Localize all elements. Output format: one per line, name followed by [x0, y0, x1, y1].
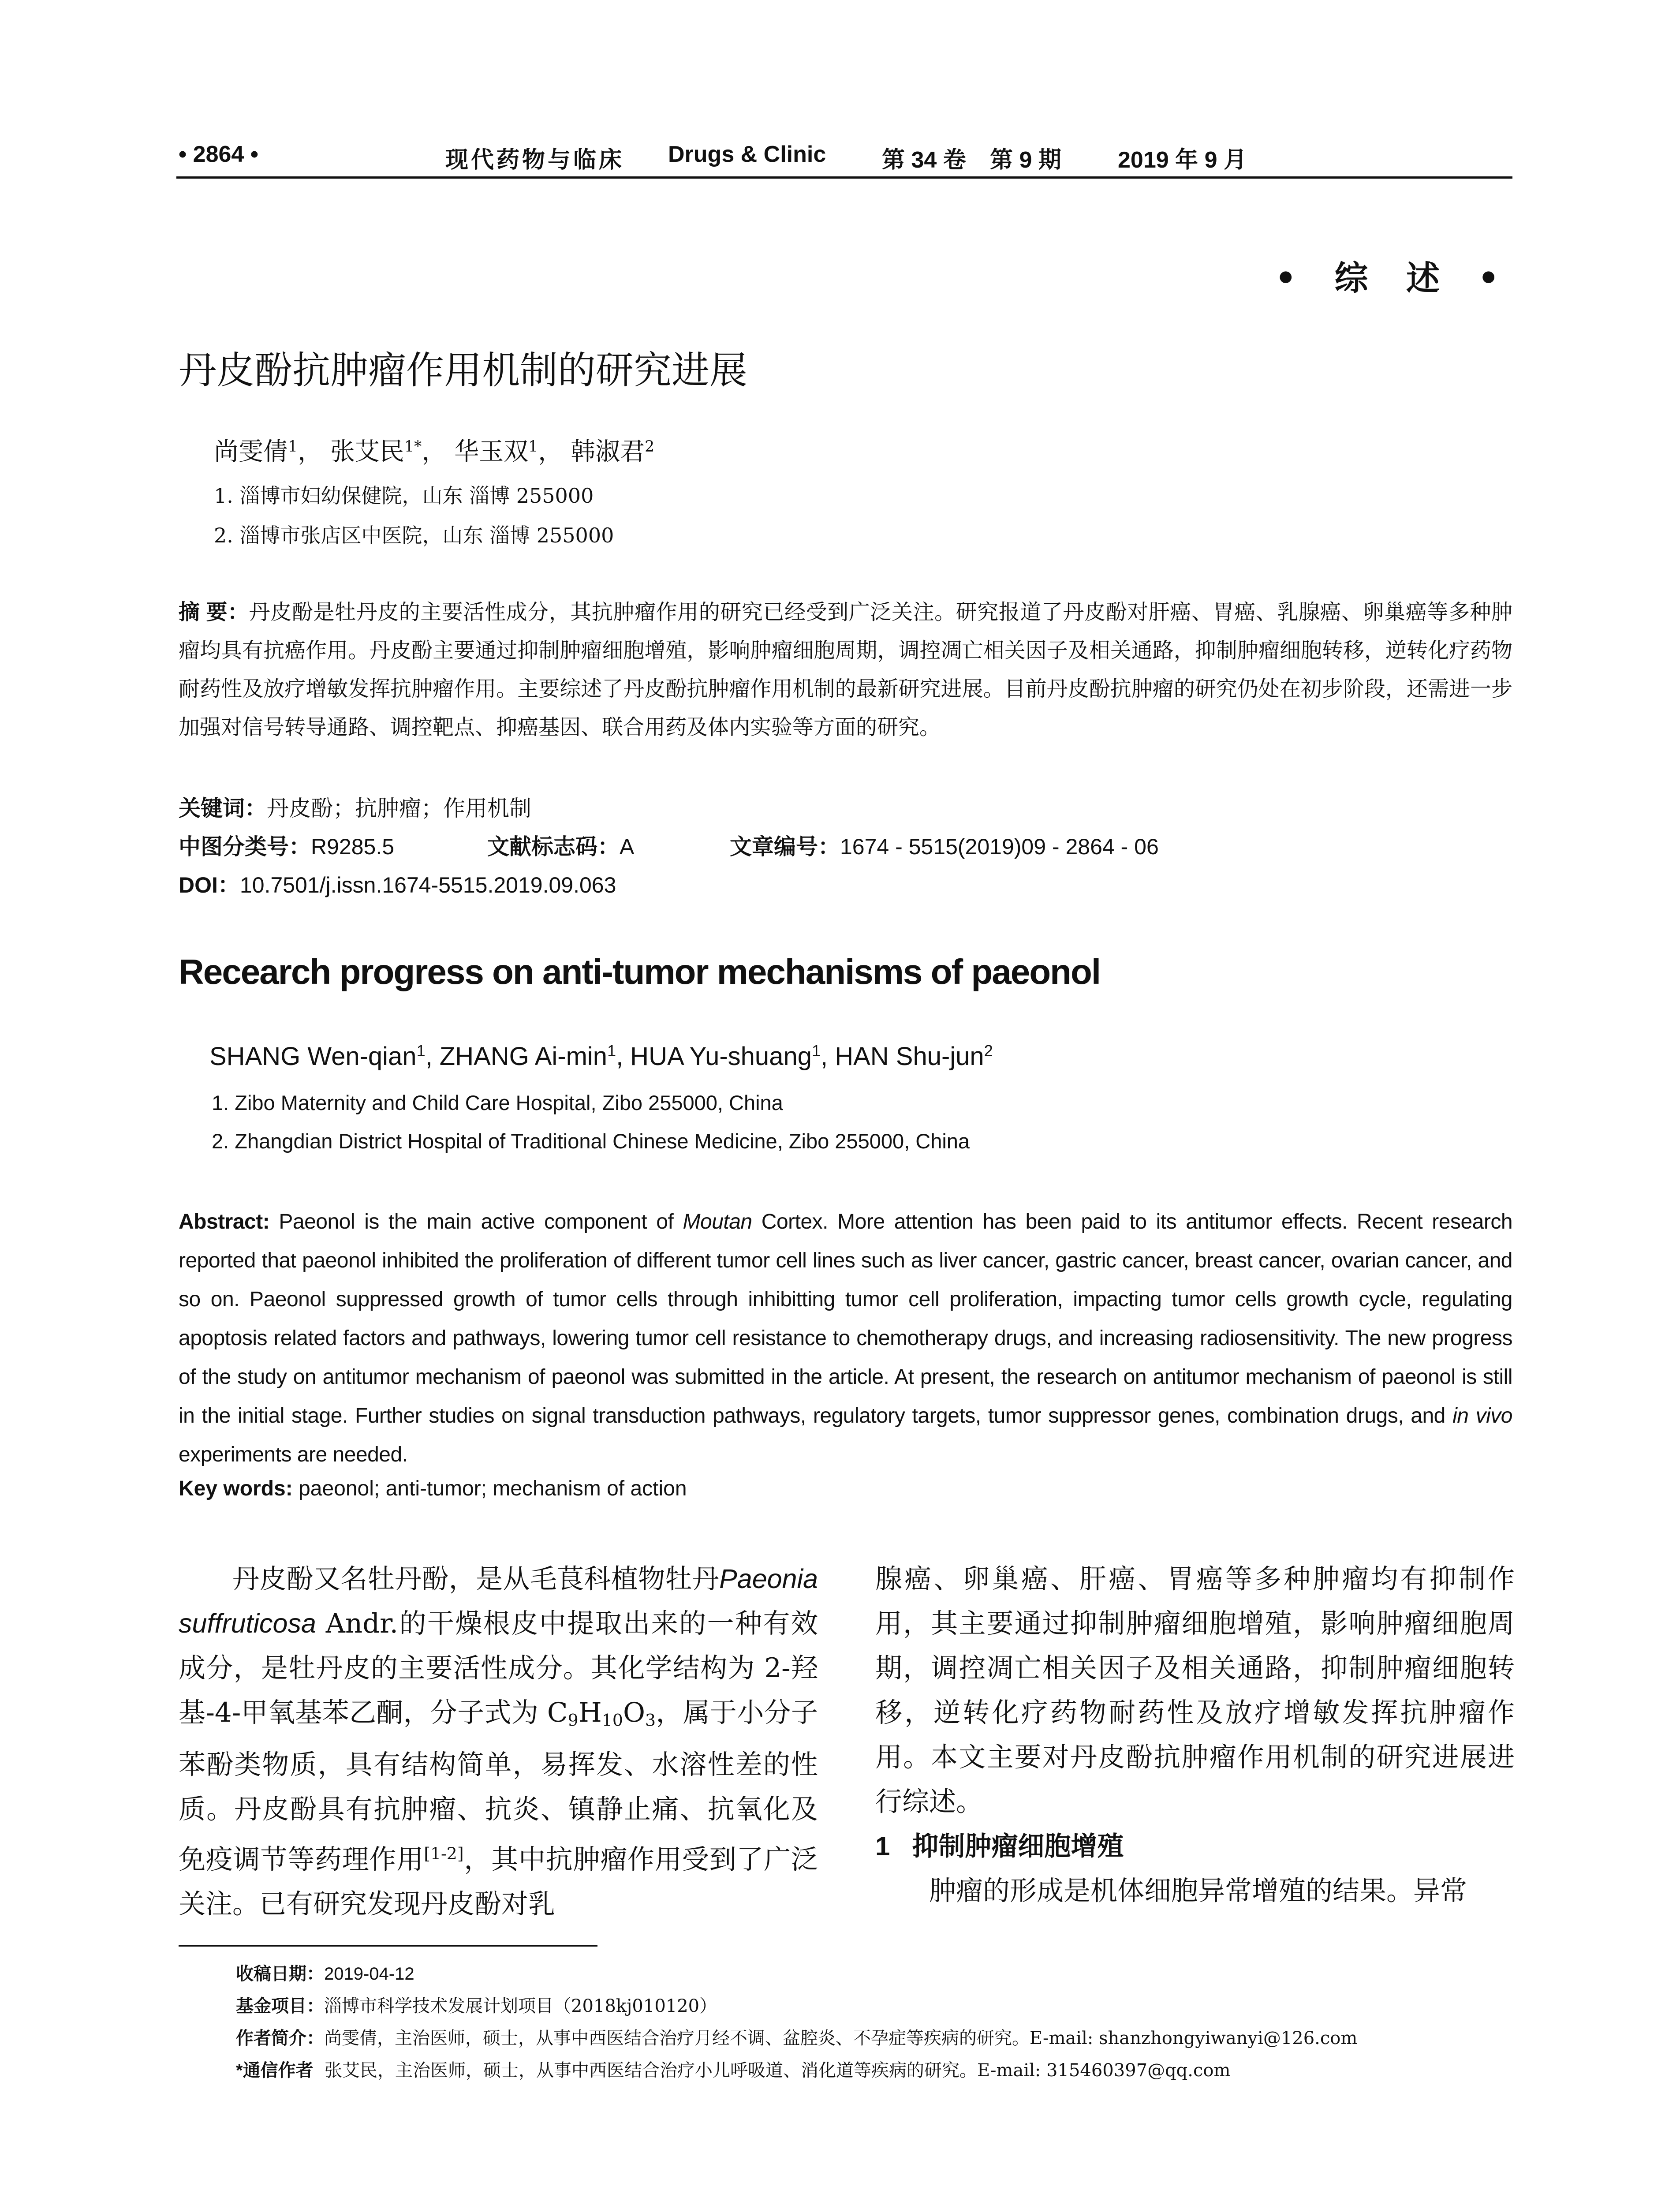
- section-title: 抑制肿瘤细胞增殖: [912, 1831, 1124, 1861]
- doi-value: 10.7501/j.issn.1674-5515.2019.09.063: [239, 873, 616, 897]
- footnote-text: 2019-04-12: [324, 1964, 414, 1984]
- author-separator: ,: [616, 1042, 631, 1071]
- author-mark: 1: [288, 437, 298, 456]
- footnote-rule: [179, 1945, 597, 1947]
- abstract-en-italic: in vivo: [1452, 1404, 1512, 1428]
- body-text: ，其中抗肿瘤作用受到了广泛关注。已有研究发现丹皮酚对乳: [179, 1844, 818, 1920]
- formula-subscript: 9: [567, 1710, 579, 1730]
- issue-date: 2019 年 9 月: [1118, 147, 1247, 173]
- abstract-en: [179, 1203, 1512, 1474]
- authors-cn: [214, 432, 654, 467]
- species-name: Paeonia suffruticosa: [179, 1564, 818, 1638]
- affiliation-en-1: 1. Zibo Maternity and Child Care Hospital, Zibo 255000, China: [212, 1091, 783, 1114]
- article-value: 1674 - 5515(2019)09 - 2864 - 06: [840, 834, 1159, 859]
- abstract-cn-text: 丹皮酚是牡丹皮的主要活性成分，其抗肿瘤作用的研究已经受到广泛关注。研究报道了丹皮酚对肝癌、胃癌、乳腺癌、卵巢癌等多种肿瘤均具有抗癌作用。丹皮酚主要通过抑制肿瘤细胞增殖，影响肿瘤细胞周期，调控凋亡相关因子及相关通路，抑制肿瘤细胞转移，逆转化疗药物耐药性及放疗增敏发挥抗肿瘤作用。主要综述了丹皮酚抗肿瘤作用机制的最新研究进展。目前丹皮酚抗肿瘤的研究仍处在初步阶段，还需进一步加强对信号转导通路、调控靶点、抑癌基因、联合用药及体内实验等方面的研究。: [179, 600, 1512, 740]
- footnote-label: 作者简介：: [236, 2029, 324, 2048]
- author-en: ZHANG Ai-min: [439, 1042, 608, 1071]
- footnote-fund: [236, 1990, 717, 2022]
- formula-text: H: [578, 1697, 602, 1728]
- section-heading: [875, 1824, 1515, 1869]
- author-en: HUA Yu-shuang: [630, 1042, 812, 1071]
- affiliation-en-2: 2. Zhangdian District Hospital of Traditional Chinese Medicine, Zibo 255000, China: [212, 1129, 970, 1153]
- author-en: HAN Shu-jun: [835, 1042, 984, 1071]
- clc-label: 中图分类号：: [179, 834, 311, 859]
- author-separator: ,: [820, 1042, 835, 1071]
- body-text: Andr.的干燥根皮中提取出来的一种有效成分，是牡丹皮的主要活性成分。其化学结构为 2-羟基-4-甲氧基苯乙酮，分子式为 C: [179, 1608, 818, 1728]
- footnote-corresponding: [236, 2055, 1230, 2087]
- footnote-text: 淄博市科学技术发展计划项目（2018kj010120）: [324, 1996, 717, 2016]
- keywords-en-text: paeonol; anti-tumor; mechanism of action: [299, 1477, 687, 1500]
- body-paragraph: [179, 1557, 818, 1926]
- clc-value: R9285.5: [311, 834, 395, 859]
- author-en: SHANG Wen-qian: [209, 1042, 417, 1071]
- body-text: ，属于小分子苯酚类物质，具有结构简单，易挥发、水溶性差的性质。丹皮酚具有抗肿瘤、抗炎、镇静止痛、抗氧化及免疫调节等药理作用: [179, 1697, 818, 1876]
- footnote-label: 基金项目：: [236, 1996, 324, 2016]
- author-mark: 1: [416, 1042, 426, 1060]
- abstract-cn: [179, 593, 1512, 747]
- affiliation-cn-2: 2. 淄博市张店区中医院，山东 淄博 255000: [214, 523, 614, 547]
- formula-subscript: 3: [645, 1710, 656, 1730]
- article-label: 文章编号：: [730, 834, 840, 859]
- formula-subscript: 10: [601, 1710, 623, 1730]
- footnote-text: 尚雯倩，主治医师，硕士，从事中西医结合治疗月经不调、盆腔炎、不孕症等疾病的研究。E-mail: shanzhongyiwanyi@126.com: [324, 2028, 1358, 2048]
- keywords-en-label: Key words:: [179, 1477, 293, 1500]
- footnote-author: [236, 2022, 1357, 2055]
- author-separator: ,: [425, 1042, 440, 1071]
- footnote-label: *通信作者: [236, 2061, 314, 2080]
- abstract-en-text: Paeonol is the main active component of: [279, 1210, 674, 1233]
- author-mark: 1*: [404, 437, 422, 456]
- volume: 第 34 卷: [882, 147, 966, 173]
- author-cn: 华玉双: [454, 437, 529, 466]
- footnote-label: 收稿日期：: [236, 1964, 324, 1984]
- author-separator: ，: [298, 437, 323, 466]
- author-mark: 2: [984, 1042, 993, 1060]
- abstract-cn-label: 摘 要：: [179, 601, 249, 624]
- journal-name-cn: 现代药物与临床: [445, 146, 625, 173]
- article-number: [730, 828, 1159, 866]
- header-rule: [176, 176, 1512, 179]
- title-en: Recearch progress on anti-tumor mechanisms of paeonol: [179, 952, 1101, 991]
- author-mark: 2: [645, 437, 655, 456]
- author-cn: 张艾民: [330, 437, 404, 466]
- formula-text: O: [623, 1697, 645, 1728]
- abstract-en-italic: Moutan: [683, 1210, 752, 1233]
- author-mark: 1: [607, 1042, 616, 1060]
- footnote-received: [236, 1958, 414, 1990]
- journal-name-en: Drugs & Clinic: [668, 142, 826, 167]
- section-number: 1: [875, 1831, 890, 1861]
- keywords-cn-text: 丹皮酚；抗肿瘤；作用机制: [267, 796, 531, 821]
- doi-label: DOI：: [179, 873, 240, 897]
- abstract-en-label: Abstract:: [179, 1210, 270, 1233]
- author-mark: 1: [528, 437, 538, 456]
- clc-code: [179, 828, 394, 866]
- body-paragraph: 腺癌、卵巢癌、肝癌、胃癌等多种肿瘤均有抑制作用，其主要通过抑制肿瘤细胞增殖，影响肿瘤细胞周期，调控凋亡相关因子及相关通路，抑制肿瘤细胞转移，逆转化疗药物耐药性及放疗增敏发挥抗肿瘤作用。本文主要对丹皮酚抗肿瘤作用机制的研究进展进行综述。: [875, 1563, 1515, 1817]
- citation: [1-2]: [424, 1844, 464, 1864]
- keywords-cn: [179, 789, 531, 828]
- doc-label: 文献标志码：: [487, 834, 620, 859]
- keywords-en: [179, 1476, 687, 1501]
- title-cn: 丹皮酚抗肿瘤作用机制的研究进展: [179, 349, 747, 392]
- abstract-en-text: Cortex. More attention has been paid to its antitumor effects. Recent research reported that paeonol inhibited the proliferation of different tumor cell lines such as liver cancer, gastric cancer, breast cancer, ovarian cancer, and so on. Paeonol suppressed growth of tumor cells through inhibitting tumor cell proliferation, impacting tumor cells growth cycle, regulating apoptosis related factors and pathways, lowering tumor cell resistance to chemotherapy drugs, and increasing radiosensitivity. The new progress of the study on antitumor mechanism of paeonol was submitted in the article. At present, the research on antitumor mechanism of paeonol is still in the initial stage. Further studies on signal transduction pathways, regulatory targets, tumor suppressor genes, combination drugs, and: [179, 1210, 1513, 1428]
- body-right-column: [875, 1557, 1515, 1913]
- body-left-column: [179, 1557, 818, 1926]
- footnote-text: 张艾民，主治医师，硕士，从事中西医结合治疗小儿呼吸道、消化道等疾病的研究。E-mail: 315460397@qq.com: [325, 2060, 1231, 2081]
- authors-en: [209, 1042, 993, 1071]
- issue: 第 9 期: [990, 147, 1061, 173]
- author-separator: ，: [538, 437, 563, 466]
- author-cn: 尚雯倩: [214, 437, 288, 466]
- body-text: 丹皮酚又名牡丹酚，是从毛茛科植物牡丹: [232, 1563, 720, 1595]
- doi: [179, 866, 616, 904]
- body-paragraph: 肿瘤的形成是机体细胞异常增殖的结果。异常: [929, 1875, 1467, 1906]
- page-number: • 2864 •: [179, 142, 258, 167]
- abstract-en-text: experiments are needed.: [179, 1443, 408, 1466]
- document-code: [487, 828, 634, 866]
- section-label: • 综 述 •: [1275, 258, 1512, 298]
- author-mark: 1: [811, 1042, 821, 1060]
- doc-value: A: [620, 834, 635, 859]
- keywords-cn-label: 关键词：: [179, 796, 267, 821]
- author-cn: 韩淑君: [571, 437, 645, 466]
- affiliation-cn-1: 1. 淄博市妇幼保健院，山东 淄博 255000: [214, 484, 594, 508]
- author-separator: ，: [422, 437, 447, 466]
